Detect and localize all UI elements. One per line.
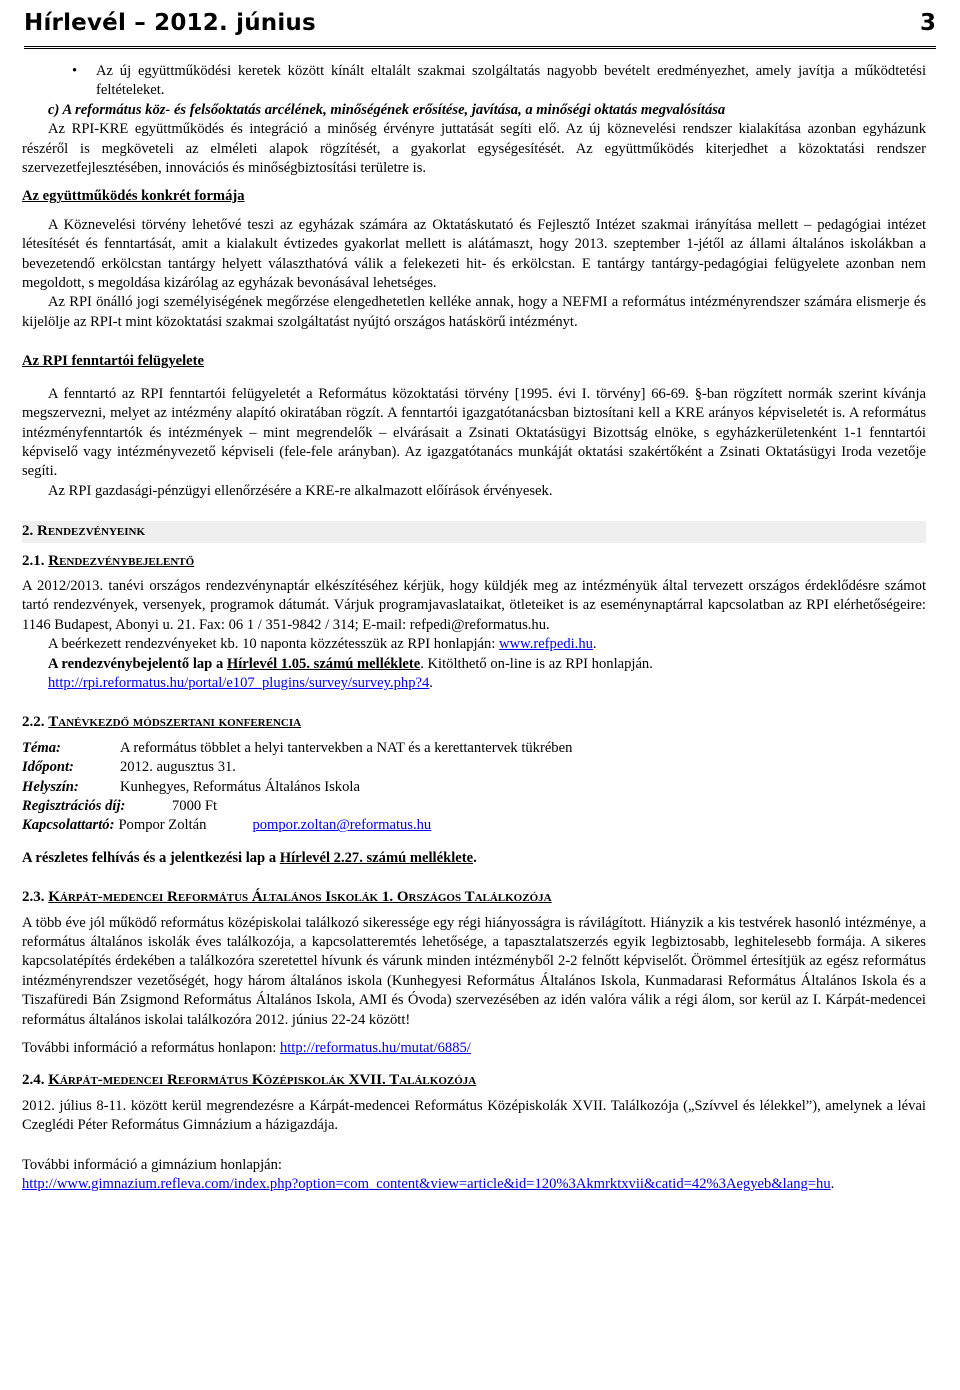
- paragraph-c: Az RPI-KRE együttműködés és integráció a minőség érvényre juttatását segíti elő. Az új köznevelési rendszer kialakítása azonban egyházunk részéről is megköveteli az elméleti alapok rögzítését, a gyakorlat egységesítését. Az együttműködés kiterjedhet a közoktatási rendszer szervezetfejlesztésében, innovációs és minőségbiztosítási területre is.: [22, 121, 926, 177]
- conf-topic-row: Téma: A református többlet a helyi tantervekben a NAT és a kerettantervek tükrében: [22, 739, 573, 756]
- heading-forma: Az együttműködés konkrét formája: [22, 188, 245, 205]
- section-2-1-number: 2.1.: [22, 552, 49, 569]
- section-2-4-title: Kárpát-medencei Református Középiskolák XVII. Találkozója: [48, 1072, 477, 1089]
- conf-contact-row: Kapcsolattartó: Pompor Zoltán pompor.zoltan@reformatus.hu: [22, 816, 926, 835]
- gimnazium-link[interactable]: http://www.gimnazium.refleva.com/index.php?option=com_content&view=article&id=120%3Akmrktxvii&catid=42%3Aegyeb&lang=hu: [22, 1176, 831, 1193]
- bullet-item: [22, 62, 926, 101]
- section-2-2-number: 2.2.: [22, 714, 49, 731]
- paragraph-2-1-3: A rendezvénybejelentő lap a Hírlevél 1.05. számú melléklete. Kitölthető on-line is az RPI honlapján.: [48, 655, 653, 672]
- conf-fee-row: Regisztrációs díj: 7000 Ft: [22, 798, 218, 814]
- paragraph-2-4-2: További információ a gimnázium honlapján:: [22, 1156, 282, 1173]
- paragraph-2-3-1: A több éve jól működő református középiskolai találkozó sikeressége egy régi hiányosságra is rávilágított. Hiányzik a kis testvérek hasonló intézménye, a református általános iskolák éves találkozója, a kapcsolatteremtés lehetősége, a tapasztalatszerzés egyik legbiztosabb, leghitelesebb formája. A sikeres kapcsolatépítés érdekében a találkozóra szeretettel hívunk és várunk minden intézményből 2-2 felnőtt képviselőt. Örömmel értesítjük az egész református intézményrendszer vezetőségét, hogy három általános iskola (Kunhegyesi Református Általános Iskola, Kunmadarasi Református Általános Iskola és a Tiszafüredi Bán Zsigmond Református Általános Iskola, AMI és Óvoda) szervezésében az idén valóra válik a régi álom, sor kerül az I. Kárpát-medencei református általános iskolai találkozóra 2012. június 22-24 között!: [22, 914, 926, 1028]
- reformatus-link[interactable]: http://reformatus.hu/mutat/6885/: [279, 1040, 471, 1057]
- paragraph-felugyelet-2: Az RPI gazdasági-pénzügyi ellenőrzésére a KRE-re alkalmazott előírások érvényesek.: [48, 482, 553, 499]
- paragraph-2-3-2: További információ a református honlapon: http://reformatus.hu/mutat/6885/: [22, 1040, 471, 1057]
- section-2-4-number: 2.4.: [22, 1072, 49, 1089]
- bullet-icon: •: [72, 63, 78, 79]
- newsletter-title: Hírlevél – 2012. június: [24, 10, 316, 36]
- paragraph-2-1-1: A 2012/2013. tanévi országos rendezvénynaptár elkészítéséhez kérjük, hogy küldjék meg az intézményük által tervezett országos érdeklődésre számot tartó rendezvények, versenyek, programok dátumát. Várjuk programjavaslataikat, ötleteiket is az eseménynaptárral kapcsolatban az RPI elérhetőségeire: 1146 Budapest, Abonyi u. 21. Fax: 06 1 / 351-9842 / 314; E-mail: refpedi@reformatus.hu.: [22, 577, 926, 633]
- conf-date-row: Időpont: 2012. augusztus 31.: [22, 759, 236, 776]
- page-number: 3: [919, 10, 936, 36]
- paragraph-2-4-1: 2012. július 8-11. között kerül megrendezésre a Kárpát-medencei Református Középiskolák XVII. Találkozója („Szívvel és lélekkel”), amelynek a lévai Czeglédi Péter Református Gimnázium a házigazdája.: [22, 1097, 926, 1134]
- paragraph-felugyelet-1: A fenntartó az RPI fenntartói felügyeletét a Református közoktatási törvény [1995. évi I. törvény] 66-69. §-ban rögzített normák szerint kívánja megszervezni, melyet az intézmény alapító okiratában rögzít. A fenntartói igazgatótanácsban biztosítani kell a KRE arányos képviseletét is. A református intézményfenntartók és intézmények – mint megrendelők – elvárásait a Zsinati Oktatásügyi Bizottság elnöke, s egyházkerületenként 1-1 fenntartói képviselő vagy intézményvezető képviseli (fele-fele arányban). Az igazgatótanács munkáját oktatási szakértőként a Zsinati Oktatásügyi Iroda vezetője segíti.: [22, 385, 926, 480]
- section-2-title: Rendezvényeink: [37, 523, 146, 540]
- paragraph-forma-2: Az RPI önálló jogi személyiségének megőrzése elengedhetetlen kelléke annak, hogy a NEFMI a református intézményrendszer számára elismerje és kijelölje az RPI-t mint közoktatási szakmai szolgáltatást nyújtó országos hatáskörű intézményt.: [22, 294, 926, 330]
- conf-venue-row: Helyszín: Kunhegyes, Református Általános Iskola: [22, 778, 360, 795]
- bullet-text: Az új együttműködési keretek között kínált eltalált szakmai szolgáltatás nagyobb bevételt eredményezhet, amely javítja a működtetési feltételeket.: [96, 63, 926, 99]
- section-2-3-heading: [22, 888, 926, 907]
- refpedi-link[interactable]: www.refpedi.hu: [499, 636, 593, 653]
- paragraph-2-1-4: http://rpi.reformatus.hu/portal/e107_plugins/survey/survey.php?4.: [48, 674, 433, 691]
- section-2-heading: [22, 521, 926, 542]
- section-2-1-heading: [22, 552, 926, 571]
- survey-link[interactable]: http://rpi.reformatus.hu/portal/e107_plugins/survey/survey.php?4: [48, 674, 430, 691]
- paragraph-2-4-3: http://www.gimnazium.refleva.com/index.php?option=com_content&view=article&id=120%3Akmrktxvii&catid=42%3Aegyeb&lang=hu.: [22, 1176, 835, 1193]
- section-2-number: 2.: [22, 523, 37, 540]
- section-2-1-title: Rendezvénybejelentő: [48, 552, 195, 569]
- contact-email-link[interactable]: pompor.zoltan@reformatus.hu: [252, 817, 432, 834]
- page-header: [24, 8, 936, 49]
- conf-note: A részletes felhívás és a jelentkezési lap a Hírlevél 2.27. számú melléklete.: [22, 849, 477, 866]
- heading-c: c) A református köz- és felsőoktatás arcélének, minőségének erősítése, javítása, a minőségi oktatás megvalósítása: [48, 101, 726, 118]
- attachment-1-05-ref: Hírlevél 1.05. számú melléklete: [226, 655, 421, 672]
- section-2-3-title: Kárpát-medencei Református Általános Iskolák 1. Országos Találkozója: [48, 889, 552, 906]
- section-2-2-heading: [22, 713, 926, 732]
- paragraph-forma-1: A Köznevelési törvény lehetővé teszi az egyházak számára az Oktatáskutató és Fejlesztő Intézet szakmai irányítása mellett – pedagógiai intézet létesítését és fenntartását, amit a kialakult évtizedes gyakorlat mellett is alátámaszt, hogy 2013. szeptember 1-jétől az állami általános iskolákban a bevezetendő erkölcstan tantárgy helyett választhatóvá válik a felekezeti hit- és erkölcstan. E tantárgy tantárgy-pedagógiai felügyelete azonban nem megoldott, s megoldása kizárólag az egyházak bevonásával lehetséges.: [22, 216, 926, 292]
- section-2-3-number: 2.3.: [22, 889, 49, 906]
- section-2-2-title: Tanévkezdő módszertani konferencia: [48, 714, 302, 731]
- page-content: [22, 62, 926, 1195]
- paragraph-2-1-2: A beérkezett rendezvényeket kb. 10 naponta közzétesszük az RPI honlapján: www.refpedi.hu.: [48, 636, 597, 653]
- attachment-2-27-ref: Hírlevél 2.27. számú melléklete: [279, 849, 474, 866]
- heading-felugyelet: Az RPI fenntartói felügyelete: [22, 353, 204, 370]
- section-2-4-heading: [22, 1071, 926, 1090]
